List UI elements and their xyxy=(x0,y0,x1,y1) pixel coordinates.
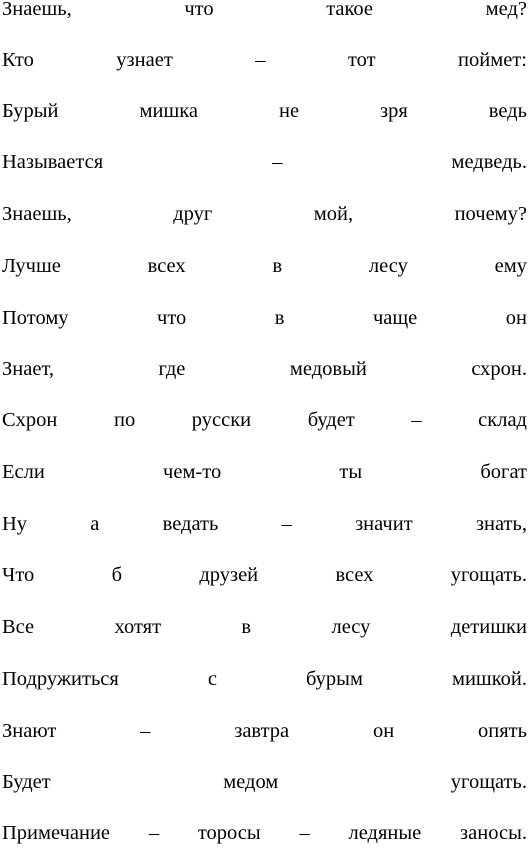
poem-word: русски xyxy=(191,409,252,431)
poem-word: схрон. xyxy=(471,358,527,380)
poem-word: лесу xyxy=(368,255,408,277)
poem-word: ледяные xyxy=(348,822,422,844)
poem-word: угощать. xyxy=(450,564,527,586)
poem-word: Знаешь, xyxy=(2,203,72,225)
poem-word: знать, xyxy=(475,513,527,535)
poem-word: угощать. xyxy=(450,771,527,793)
poem-word: всех xyxy=(147,255,186,277)
poem-word: Подружиться xyxy=(2,668,119,690)
poem-word: Примечание xyxy=(2,822,111,844)
poem-line xyxy=(2,664,527,694)
poem-word: ты xyxy=(339,461,363,483)
poem-line xyxy=(2,199,527,229)
poem-word: поймет: xyxy=(458,49,527,71)
poem-word: медом xyxy=(223,771,279,793)
poem-word: чаще xyxy=(372,307,418,329)
poem-word: узнает xyxy=(116,49,173,71)
poem-word: б xyxy=(111,564,123,586)
poem-line xyxy=(2,354,527,384)
poem-word: в xyxy=(272,255,283,277)
poem-word: – xyxy=(299,822,310,844)
poem-word: Ну xyxy=(2,513,28,535)
poem-line xyxy=(2,45,527,75)
poem-word: такое xyxy=(326,0,374,20)
poem-word: Знают xyxy=(2,720,57,742)
poem-line xyxy=(2,0,527,24)
poem-word: чем-то xyxy=(163,461,222,483)
poem-word: что xyxy=(157,307,187,329)
poem-line xyxy=(2,767,527,797)
poem-word: по xyxy=(113,409,136,431)
poem-line xyxy=(2,147,527,177)
poem-word: богат xyxy=(480,461,527,483)
poem-word: Потому xyxy=(2,307,69,329)
poem-word: опять xyxy=(478,720,527,742)
poem-word: ведать xyxy=(162,513,219,535)
poem-word: будет xyxy=(307,409,355,431)
poem-word: Если xyxy=(2,461,45,483)
poem-word: тот xyxy=(347,49,376,71)
poem-word: лесу xyxy=(331,616,371,638)
poem-word: Бурый xyxy=(2,100,59,122)
poem-word: – xyxy=(255,49,266,71)
poem-line xyxy=(2,818,527,848)
poem-word: Знаешь, xyxy=(2,0,72,20)
poem-word: – xyxy=(272,151,283,173)
poem-line xyxy=(2,303,527,333)
poem-word: мишкой. xyxy=(451,668,527,690)
poem-word: он xyxy=(372,720,395,742)
poem-word: торосы xyxy=(197,822,261,844)
poem-word: Кто xyxy=(2,49,34,71)
poem-word: мед? xyxy=(485,0,527,20)
poem-word: почему? xyxy=(454,203,527,225)
poem-word: в xyxy=(241,616,252,638)
poem-word: не xyxy=(278,100,300,122)
poem-word: с xyxy=(207,668,217,690)
poem-word: ведь xyxy=(488,100,527,122)
poem-word: завтра xyxy=(234,720,290,742)
poem-word: мой, xyxy=(313,203,354,225)
poem-line xyxy=(2,560,527,590)
poem-word: Лучше xyxy=(2,255,61,277)
poem-word: – xyxy=(281,513,292,535)
poem-line xyxy=(2,509,527,539)
poem-word: зря xyxy=(380,100,408,122)
poem-line xyxy=(2,405,527,435)
poem-word: он xyxy=(505,307,527,329)
poem-line xyxy=(2,251,527,281)
poem-word: а xyxy=(90,513,100,535)
poem-word: друг xyxy=(173,203,213,225)
poem-word: детишки xyxy=(450,616,527,638)
poem-word: хотят xyxy=(114,616,162,638)
poem-line xyxy=(2,612,527,642)
poem-word: друзей xyxy=(199,564,259,586)
poem-word: Все xyxy=(2,616,35,638)
poem-line xyxy=(2,96,527,126)
poem-word: Знает, xyxy=(2,358,54,380)
poem-word: значит xyxy=(355,513,413,535)
poem-word: Будет xyxy=(2,771,51,793)
poem-word: ему xyxy=(494,255,527,277)
poem-word: в xyxy=(274,307,285,329)
poem-word: бурым xyxy=(306,668,363,690)
poem-word: что xyxy=(184,0,214,20)
poem-word: – xyxy=(411,409,422,431)
poem-word: медовый xyxy=(289,358,367,380)
poem-word: Называется xyxy=(2,151,104,173)
poem-word: всех xyxy=(335,564,374,586)
poem-line xyxy=(2,457,527,487)
poem-word: склад xyxy=(478,409,527,431)
poem-word: мишка xyxy=(139,100,198,122)
poem-word: – xyxy=(140,720,151,742)
poem-word: – xyxy=(148,822,160,844)
poem-word: где xyxy=(158,358,186,380)
poem-word: медведь. xyxy=(451,151,527,173)
poem-line xyxy=(2,716,527,746)
poem-word: Схрон xyxy=(2,409,58,431)
poem-word: Что xyxy=(2,564,35,586)
poem-word: заносы. xyxy=(460,822,527,844)
